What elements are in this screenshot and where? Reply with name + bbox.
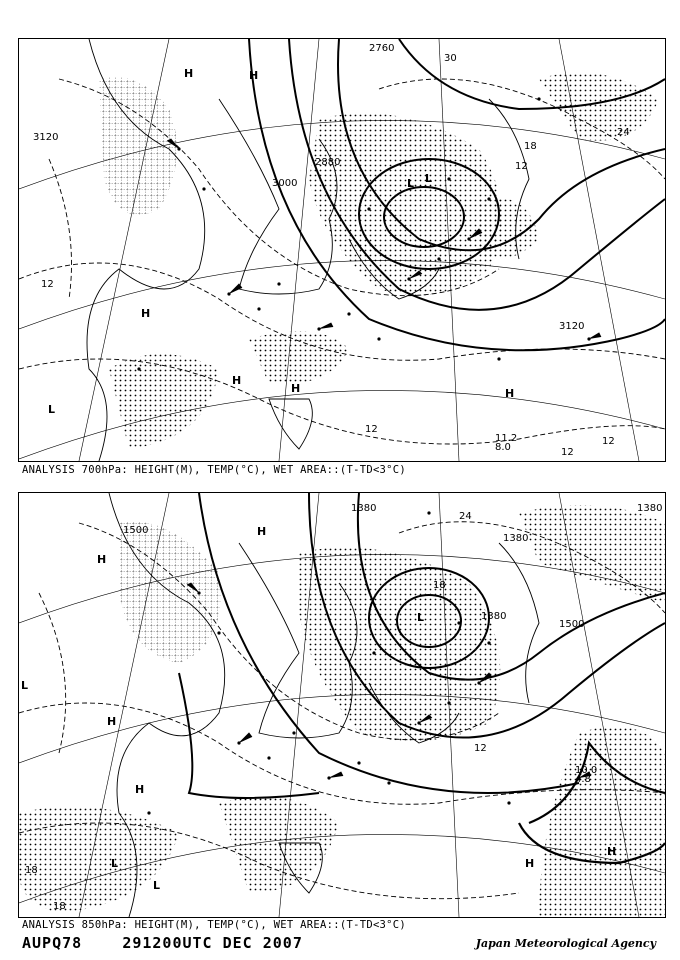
contour-label: 12 [561,447,574,458]
contour-label: 18 [433,580,446,591]
chart-datetime: 291200UTC DEC 2007 [122,934,303,952]
contour-label: 18 [524,141,537,152]
chart-identifier [22,934,303,952]
panel-caption-850hpa: ANALYSIS 850hPa: HEIGHT(M), TEMP(°C), WET AREA::(T-TD<3°C) [22,919,407,931]
map-850hpa-chart [19,493,665,917]
low-center: L [417,611,425,624]
contour-label: 24 [617,127,630,138]
wet-area [99,77,177,215]
contour-label: 24 [459,511,472,522]
high-center: H [135,783,145,796]
wet-area [539,72,659,140]
contour-label: 2760 [369,43,395,54]
low-center: L [153,879,161,892]
wet-area [309,113,502,295]
high-center: H [232,374,242,387]
contour-label: 1500 [559,619,585,630]
station-value: 11.2 [495,433,518,444]
high-center: H [184,67,194,80]
high-center: H [291,382,301,395]
wet-area [249,331,349,385]
map-panel-700hpa [18,38,666,462]
contour-label: 12 [602,436,615,447]
high-center: H [107,715,117,728]
contour-label: 1380 [351,503,377,514]
high-center: H [97,553,107,566]
contour-label: 30 [444,53,457,64]
low-center: L [21,679,29,692]
contour-label: 12 [474,743,487,754]
chart-code: AUPQ78 [22,934,83,952]
panel-caption-700hpa: ANALYSIS 700hPa: HEIGHT(M), TEMP(°C), WET AREA::(T-TD<3°C) [22,464,407,476]
wet-area [519,505,665,603]
contour-label: 3000 [272,178,298,189]
low-center: L [407,177,415,190]
contour-label: 1380 [481,611,507,622]
wet-area [539,726,665,917]
contour-label: 1380 [503,533,529,544]
map-700hpa-chart [19,39,665,461]
contour-label: 2880 [315,157,341,168]
station-value: 8.0 [495,442,511,453]
high-center: H [505,387,515,400]
wet-area [109,354,219,449]
contour-label: 12 [41,279,54,290]
station-value: 4.8 [575,774,591,785]
high-center: H [525,857,535,870]
high-center: H [249,69,259,82]
high-center: H [257,525,267,538]
contour-label: 1380 [637,503,663,514]
wet-area [119,522,221,663]
high-center: H [141,307,151,320]
low-center: L [48,403,56,416]
contour-label: 1500 [123,525,149,536]
contour-label: 18 [53,901,66,912]
low-center: L [111,857,119,870]
agency-name: Japan Meteorological Agency [475,937,656,950]
contour-label: 3120 [33,132,59,143]
high-center: H [607,845,617,858]
map-panel-850hpa [18,492,666,918]
station-value: 10.0 [575,765,598,776]
contour-label: 12 [365,424,378,435]
contour-label: 12 [515,161,528,172]
wet-area [219,796,339,893]
contour-label: 3120 [559,321,585,332]
low-center: L [425,172,433,185]
contour-label: 18 [25,865,38,876]
